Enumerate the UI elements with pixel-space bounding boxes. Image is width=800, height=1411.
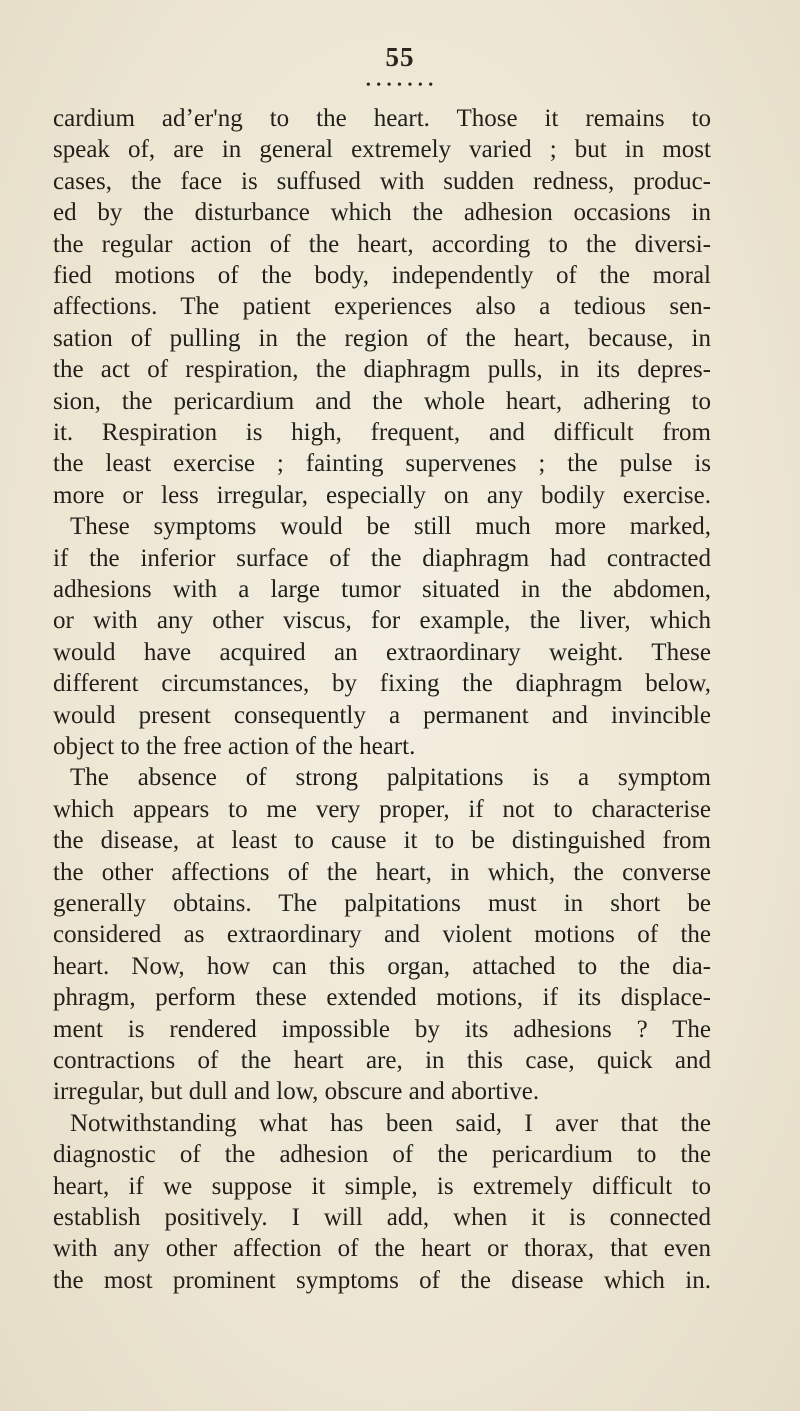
text-line: Notwithstanding what has been said, I aver that the bbox=[70, 1109, 711, 1137]
text-line: adhesions with a large tumor situated in the abdomen, bbox=[53, 576, 711, 603]
text-line: sation of pulling in the region of the heart, because, in bbox=[53, 324, 711, 352]
signature-mark: • • • • • • • bbox=[365, 78, 435, 93]
text-line: cases, the face is suffused with sudden redness, produc- bbox=[53, 167, 711, 195]
text-line: the least exercise ; fainting supervenes ; the pulse is bbox=[53, 450, 711, 478]
text-line: generally obtains. The palpitations must in short be bbox=[53, 890, 711, 917]
text-line: it. Respiration is high, frequent, and difficult from bbox=[53, 419, 711, 446]
text-line: which appears to me very proper, if not to characterise bbox=[53, 795, 711, 823]
text-line: the most prominent symptoms of the disease which in. bbox=[53, 1266, 711, 1294]
text-line: phragm, perform these extended motions, if its displace- bbox=[53, 984, 711, 1012]
text-line: considered as extraordinary and violent motions of the bbox=[53, 921, 711, 949]
text-line: These symptoms would be still much more marked, bbox=[70, 513, 711, 541]
text-line: object to the free action of the heart. bbox=[53, 733, 416, 760]
text-line: the disease, at least to cause it to be distinguished from bbox=[53, 827, 711, 855]
text-line: would have acquired an extraordinary weight. These bbox=[53, 638, 711, 666]
text-line: the act of respiration, the diaphragm pulls, in its depres- bbox=[53, 356, 711, 384]
page-number: 55 bbox=[385, 42, 415, 72]
text-line: ed by the disturbance which the adhesion occasions in bbox=[53, 199, 711, 227]
text-line: establish positively. I will add, when it is connected bbox=[53, 1204, 711, 1231]
text-line: the regular action of the heart, according to the diversi- bbox=[53, 230, 711, 258]
text-line: heart, if we suppose it simple, is extremely difficult to bbox=[53, 1172, 711, 1200]
text-line: heart. Now, how can this organ, attached to the dia- bbox=[53, 952, 711, 980]
text-line: would present consequently a permanent and invincible bbox=[53, 701, 711, 729]
text-line: contractions of the heart are, in this case, quick and bbox=[53, 1047, 711, 1074]
text-line: fied motions of the body, independently of the moral bbox=[53, 262, 711, 289]
text-line: if the inferior surface of the diaphragm had contracted bbox=[53, 544, 711, 572]
text-line: The absence of strong palpitations is a symptom bbox=[70, 764, 711, 792]
text-line: diagnostic of the adhesion of the pericardium to the bbox=[53, 1141, 711, 1169]
text-line: irregular, but dull and low, obscure and abortive. bbox=[53, 1078, 540, 1106]
text-line: ment is rendered impossible by its adhesions ? The bbox=[53, 1015, 711, 1043]
text-line: with any other affection of the heart or thorax, that even bbox=[53, 1235, 711, 1263]
text-line: or with any other viscus, for example, the liver, which bbox=[53, 607, 711, 635]
text-line: sion, the pericardium and the whole heart, adhering to bbox=[53, 387, 711, 415]
text-line: different circumstances, by fixing the diaphragm below, bbox=[53, 670, 711, 698]
text-line: cardium adʼer'ng to the heart. Those it remains to bbox=[53, 105, 711, 132]
text-line: the other affections of the heart, in which, the converse bbox=[53, 858, 711, 886]
text-line: more or less irregular, especially on any bodily exercise. bbox=[53, 481, 711, 509]
text-line: speak of, are in general extremely varied ; but in most bbox=[53, 136, 711, 164]
text-line: affections. The patient experiences also a tedious sen- bbox=[53, 293, 711, 321]
